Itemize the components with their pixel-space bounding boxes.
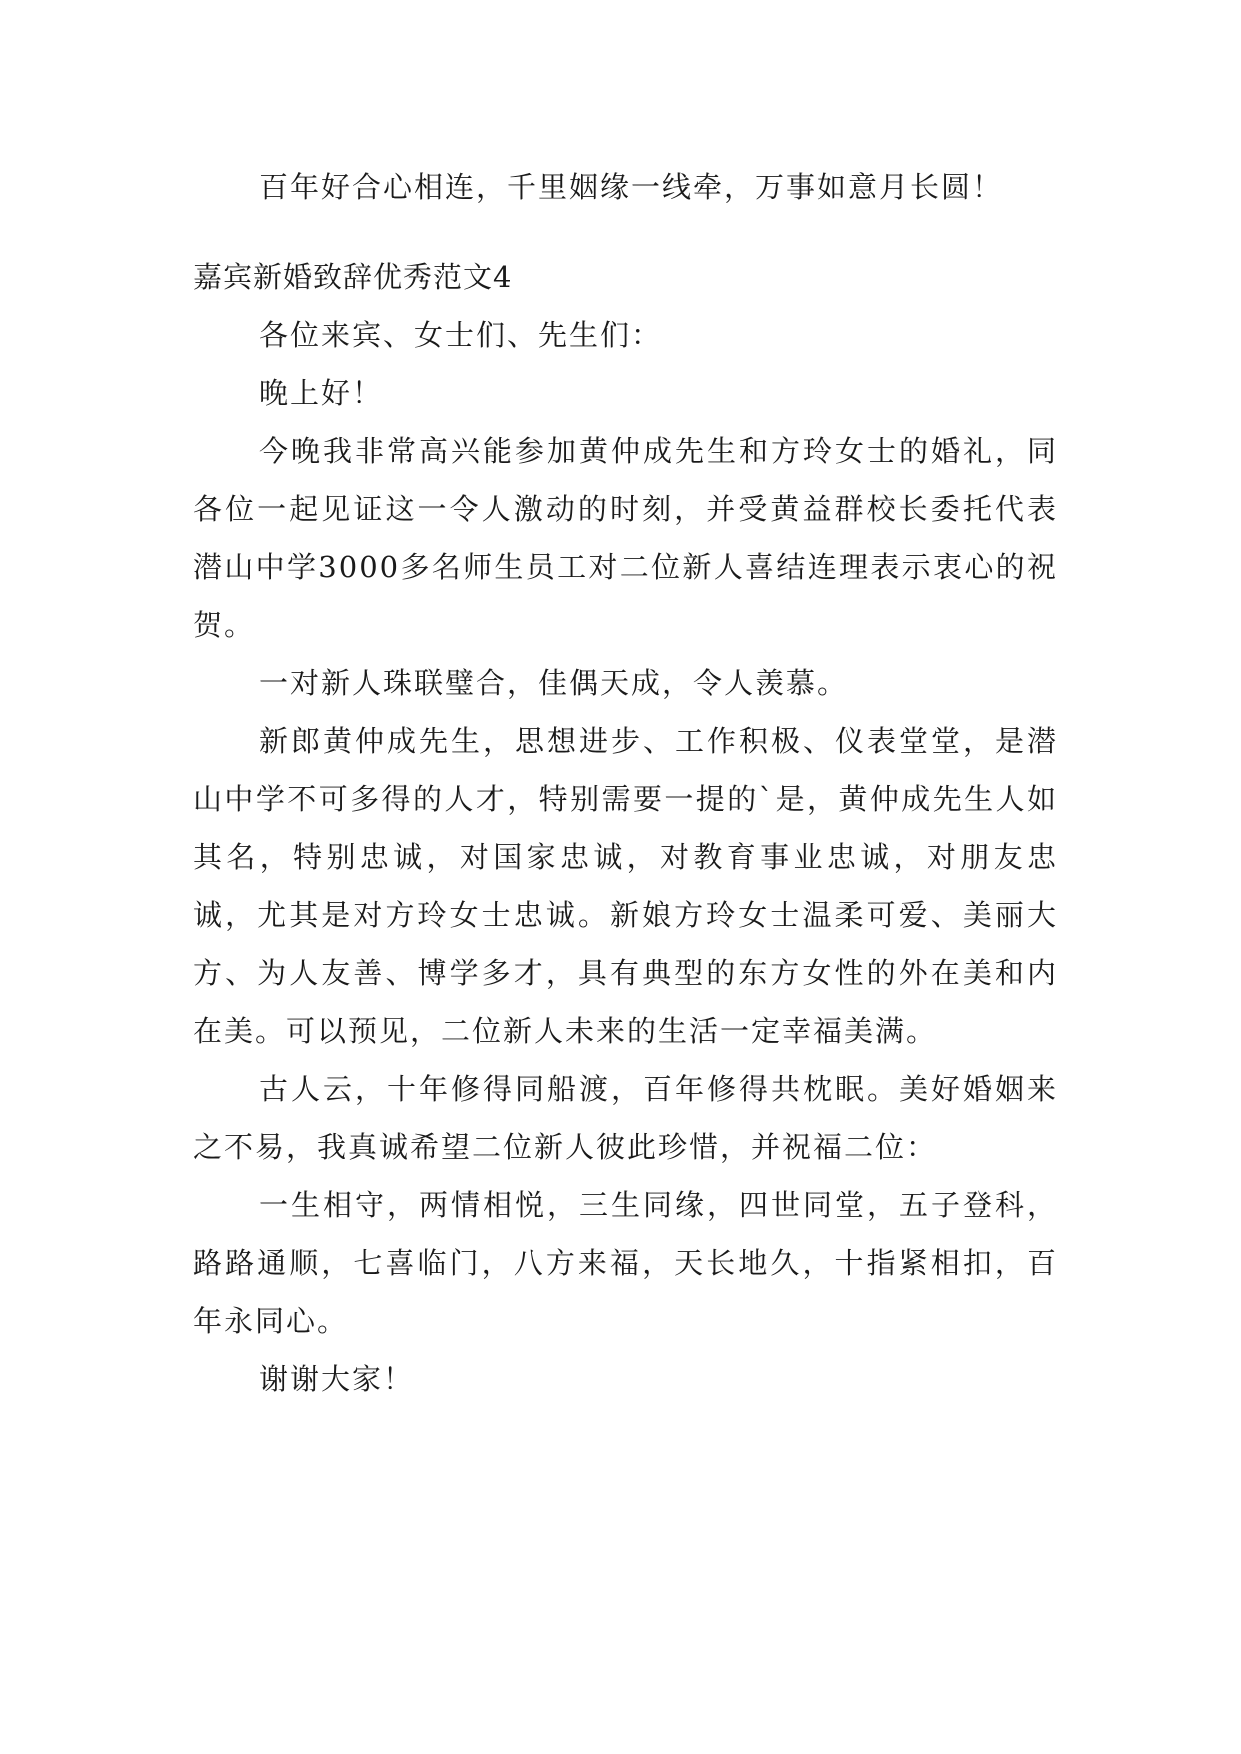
section-body xyxy=(193,248,1058,1408)
section-title: 嘉宾新婚致辞优秀范文4 xyxy=(193,260,513,294)
paragraph-couple: 一对新人珠联璧合，佳偶天成，令人羡慕。 xyxy=(259,666,849,700)
paragraph-thanks: 谢谢大家！ xyxy=(259,1362,415,1396)
paragraph-blessing: 一生相守，两情相悦，三生同缘，四世同堂，五子登科，路路通顺，七喜临门，八方来福，天长地久，十指紧相扣，百年永同心。 xyxy=(193,1188,1058,1338)
paragraph-praise: 新郎黄仲成先生，思想进步、工作积极、仪表堂堂，是潜山中学不可多得的人才，特别需要一提的`是，黄仲成先生人如其名，特别忠诚，对国家忠诚，对教育事业忠诚，对朋友忠诚，尤其是对方玲女士忠诚。新娘方玲女士温柔可爱、美丽大方、为人友善、博学多才，具有典型的东方女性的外在美和内在美。可以预见，二位新人未来的生活一定幸福美满。 xyxy=(193,724,1058,1048)
paragraph-greeting: 晚上好！ xyxy=(259,376,384,410)
paragraph-intro: 今晚我非常高兴能参加黄仲成先生和方玲女士的婚礼，同各位一起见证这一令人激动的时刻，并受黄益群校长委托代表潜山中学3000多名师生员工对二位新人喜结连理表示衷心的祝贺。 xyxy=(193,434,1058,642)
opening-line: 百年好合心相连，千里姻缘一线牵，万事如意月长圆！ xyxy=(259,170,1004,204)
paragraph-proverb: 古人云，十年修得同船渡，百年修得共枕眠。美好婚姻来之不易，我真诚希望二位新人彼此珍惜，并祝福二位： xyxy=(193,1072,1058,1164)
document-body xyxy=(193,158,1058,216)
paragraph-salutation: 各位来宾、女士们、先生们： xyxy=(259,318,663,352)
